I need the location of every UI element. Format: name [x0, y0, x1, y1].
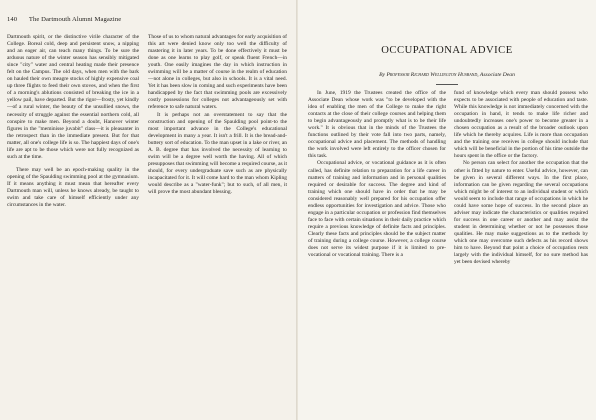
article-title: OCCUPATIONAL ADVICE: [381, 45, 513, 56]
running-head-title: The Dartmouth Alumni Magazine: [28, 16, 122, 23]
running-header: [7, 16, 121, 23]
right-page: [298, 0, 596, 420]
paragraph: In June, 1919 the Trustees created the office of the Associate Dean whose work was "to be developed with the idea of enabling the men of the College to make the right contacts at the close of their college courses and helping them to begin advantageously and promptly what is to be their life work." It is obvious that in the minds of the Trustees the functions outlined by their vote fall into two parts, namely, occupational advice and placement. The methods of handling the work involved were left entirely to the officer chosen for this task.: [308, 90, 446, 160]
paragraph: fund of knowledge which every man should possess who expects to be associated with people of education and taste. While this knowledge is not immediately concerned with the occupation in hand, it tends to make life richer and undoubtedly increases one's power to become greater in a chosen occupation as a result of the broader outlook upon life which he thereby acquires. Life is more than occupation and the training one receives in college should include that which will be beneficial in the portion of his time outside the hours spent in the office or the factory.: [454, 90, 588, 160]
paragraph: Occupational advice, or vocational guidance as it is often called, has definite relation to preparation for a life career in matters of training and information and in personal qualities required or desirable for success. The degree and kind of training which one should have in order that he may be considered reasonably well prepared for his occupation offer endless opportunities for investigation and advice. Those who engage in a particular occupation or profession find themselves face to face with certain situations in their daily practice which require a previous knowledge of definite facts and principles. Clearly these facts and principles should be the subject matter of training during a college course. However, a college course does not serve its widest purpose if it is limited to pre-vocational or vocational training. There is a: [308, 160, 446, 259]
right-page-column-2: [454, 90, 588, 414]
page-number: 140: [7, 16, 18, 23]
paragraph: No person can select for another the occupation that the other is fitted by nature to enter. Useful advice, however, can be given in several different ways. In the first place, information can be given regarding the several occupations which might be of interest to an individual student or which would seem to include that range of occupations in which he could have some hope of success. In the second place an adviser may indicate the characteristics or qualities required for success in one career or another and may assist the student in determining whether or not he possesses those qualities. He may make suggestions as to the methods by which one may overcome such defects as his record shows him to have. Beyond that point a choice of occupation rests largely with the individual himself, for no sure method has yet been devised whereby: [454, 160, 588, 266]
title-rule: [436, 84, 458, 85]
paragraph: It is perhaps not an overstatement to say that the construction and opening of the Spaulding pool point-to the most important advance in the College's educational development in many a year. It isn't a frill. It is the bread-and-buttery sort of education. To the man upset in a lake or river, an A. B. degree that has involved the necessity of learning to swim will be a degree well worth the having. All of which presupposes that swimming will become a required course, as it should, for every undergraduate save such as are physically incapacitated for it. It will come hard to the man whom Kipling would describe as a "water-funk"; but to such, of all men, it will prove the most abundant blessing.: [148, 111, 287, 196]
paragraph: Those of us to whom natural advantages for early acquisition of this art were denied know only too well the difficulty of mastering it in later years. To be done effectively it must be done as one learns to play golf, or speak fluent French—in youth. One easily imagines the day in which instruction in swimming will be a matter of course in the realm of education—not alone in colleges, but also in schools. It is a vital need. Yet it has been slow in coming and such experiments have been handicapped by the fact that swimming pools are excessively costly possessions for colleges not advantageously set with reference to safe natural waters.: [148, 34, 287, 111]
left-page-column-2: [148, 34, 287, 414]
right-page-column-1: [308, 90, 446, 414]
paragraph: Dartmouth spirit, or the distinctive virile character of the College. Boreal cold, deep and persistent snow, a nipping and an eager air, can teach many things. To be sure the arduous nature of the winter season has sensibly mitigated since "city" water and central heating made their presence felt on the Campus. The old days, when men with the bark on hauled their own meagre stocks of highly expensive coal up three flights to feed their own stoves, and when the first of a morning's ablutions consisted of breaking the ice in a yellow pail, have departed. But the rigor—frosty, yet kindly—of a rural winter, the beauty of the unsullied snows, the necessity of struggle against the essential northern cold, all conspire to make men. Beyond a doubt, Hanover winter figures in the "meminisse juvabit" class—it is pleasanter in the retrospect than in the immediate present. But for that matter, all one's college life is so. The happiest days of one's life are apt to be those which were not fully recognized as such at the time.: [7, 34, 139, 160]
author-role: Associate Dean: [479, 72, 515, 78]
paragraph: There may well be an epoch-making quality in the opening of the Spaulding swimming pool at the gymnasium. If it means anything it must mean that hereafter every Dartmouth man will, unless he knows already, be taught to swim and take care of himself efficiently under any circumstances in the water.: [7, 166, 139, 209]
byline-prefix: By: [379, 72, 386, 78]
left-page-column-1: [7, 34, 139, 414]
article-byline: [298, 72, 596, 78]
author-name: Professor Richard Wellington Husband,: [386, 72, 479, 78]
